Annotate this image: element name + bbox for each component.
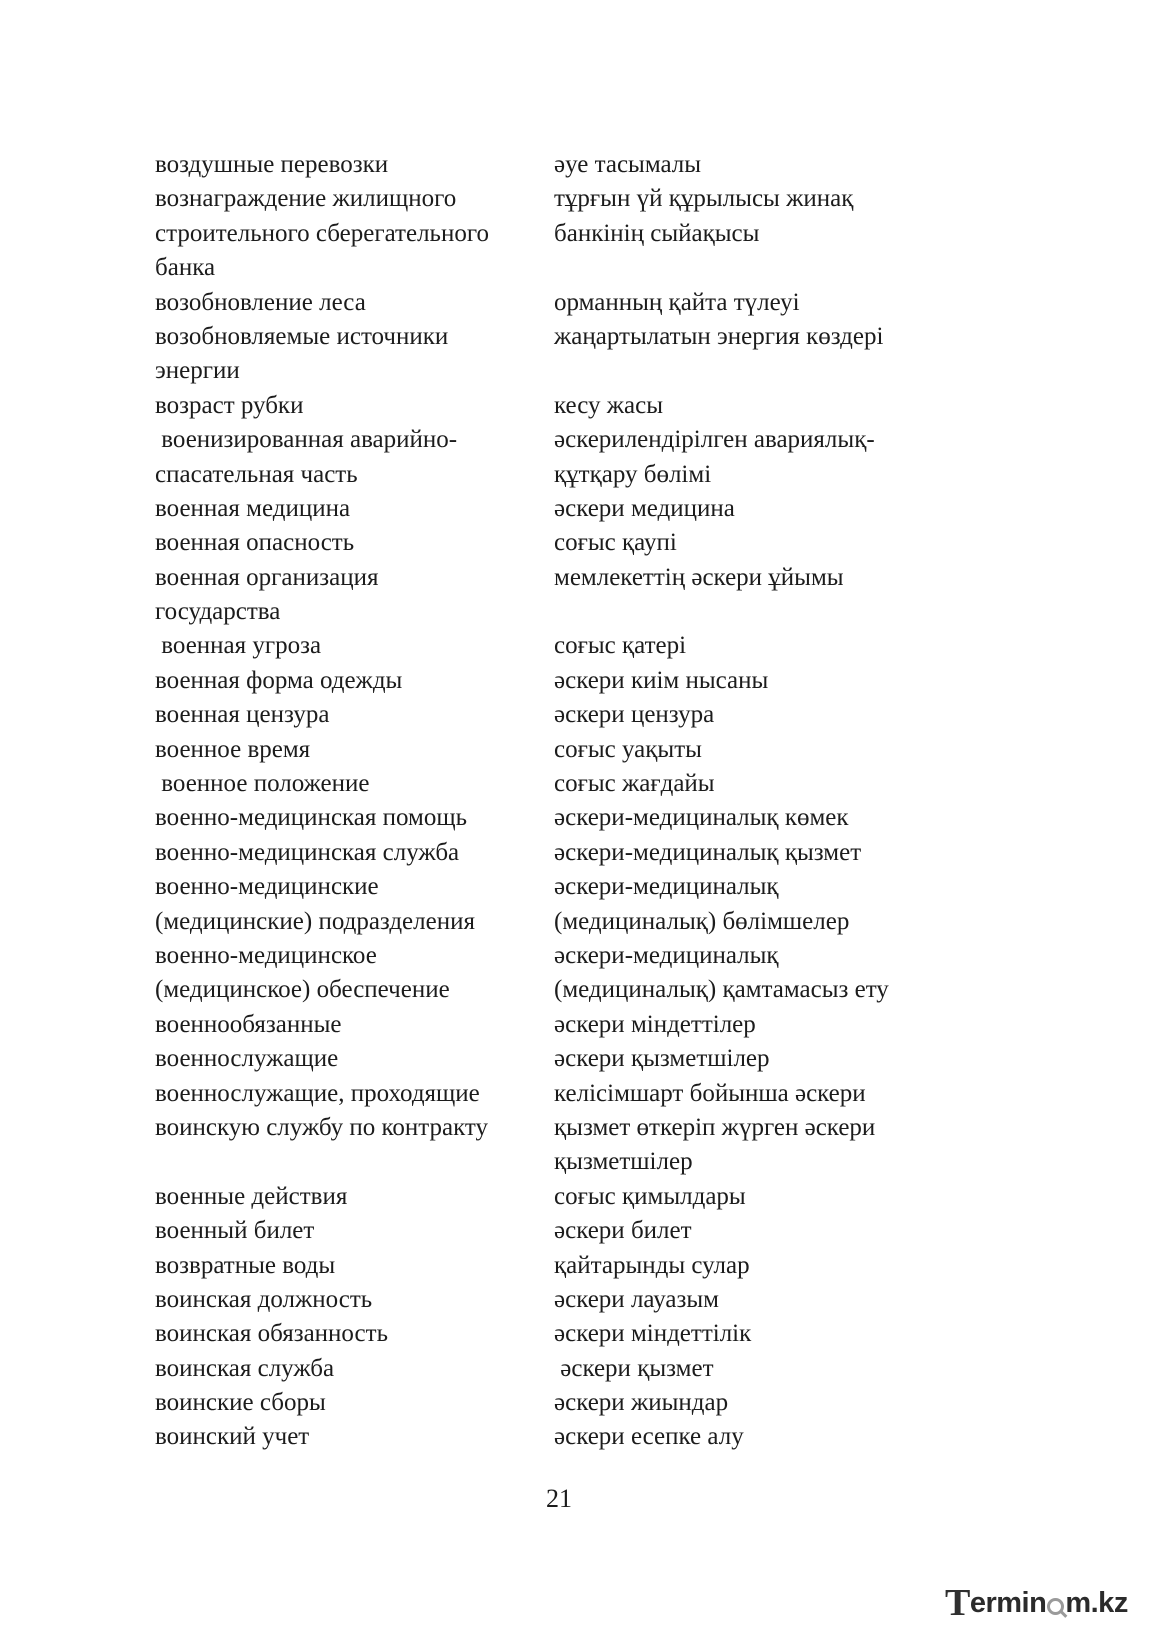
term-kazakh [554, 1249, 955, 1283]
glossary-entry [155, 1214, 955, 1248]
term-line: возобновление леса [155, 288, 366, 316]
glossary-entry [155, 1386, 955, 1420]
term-line: вознаграждение жилищного [155, 185, 457, 213]
term-russian [155, 286, 554, 320]
glossary-entry [155, 1420, 955, 1454]
translation-line: әскери міндеттілер [554, 1010, 756, 1038]
term-russian [155, 1008, 554, 1042]
glossary-entry [155, 870, 955, 939]
glossary-entry [155, 733, 955, 767]
term-kazakh [554, 1386, 955, 1420]
term-kazakh [554, 733, 955, 767]
term-russian [155, 801, 554, 835]
term-line: военно-медицинское [155, 941, 377, 969]
translation-line: әскери лауазым [554, 1285, 720, 1313]
term-line: военно-медицинская служба [155, 838, 460, 866]
term-russian [155, 492, 554, 526]
translation-line: соғыс жағдайы [554, 770, 715, 798]
term-kazakh [554, 1420, 955, 1454]
glossary-entry [155, 767, 955, 801]
translation-line: әскери-медициналық көмек [554, 804, 849, 832]
glossary-entry [155, 629, 955, 663]
term-line: воздушные перевозки [155, 151, 389, 178]
translation-line: әскери қызмет [554, 1354, 714, 1382]
page-number: 21 [546, 1484, 572, 1513]
glossary-entry [155, 1077, 955, 1180]
term-russian [155, 836, 554, 870]
translation-line: әскери жиындар [554, 1389, 729, 1417]
term-line: военная медицина [155, 494, 351, 522]
magnifier-icon [1047, 1598, 1064, 1615]
term-kazakh [554, 870, 955, 939]
term-russian [155, 698, 554, 732]
term-russian [155, 1420, 554, 1454]
translation-line: әскери цензура [554, 701, 715, 729]
glossary-entry [155, 320, 955, 389]
glossary-entry [155, 801, 955, 835]
glossary-entry [155, 526, 955, 560]
term-russian [155, 561, 554, 630]
term-kazakh [554, 1283, 955, 1317]
term-line: военнослужащие [155, 1045, 339, 1073]
glossary-entry [155, 182, 955, 285]
translation-line: әскери-медициналық [554, 873, 779, 901]
translation-line: әскери киім нысаны [554, 666, 769, 694]
term-line: военнообязанные [155, 1010, 342, 1038]
glossary-entry [155, 1042, 955, 1076]
term-line: возобновляемые источники [155, 322, 449, 350]
term-line: воинская должность [155, 1285, 373, 1313]
glossary-entry [155, 939, 955, 1008]
translation-line: келісімшарт бойынша әскери [554, 1079, 866, 1107]
term-line: военизированная аварийно- [155, 426, 458, 454]
translation-line [554, 354, 955, 388]
term-russian [155, 664, 554, 698]
term-line: возраст рубки [155, 391, 304, 419]
term-line [155, 1145, 554, 1179]
term-kazakh [554, 1180, 955, 1214]
term-kazakh [554, 836, 955, 870]
glossary-entry [155, 389, 955, 423]
term-line: военный билет [155, 1217, 315, 1245]
term-line: спасательная часть [155, 460, 358, 488]
glossary-entry [155, 836, 955, 870]
term-russian [155, 1283, 554, 1317]
term-russian [155, 1386, 554, 1420]
term-kazakh [554, 182, 955, 285]
term-russian [155, 1352, 554, 1386]
glossary-entry [155, 148, 955, 182]
translation-line: соғыс қаупі [554, 529, 677, 557]
term-russian [155, 526, 554, 560]
translation-line: әскери-медициналық қызмет [554, 838, 862, 866]
term-russian [155, 423, 554, 492]
term-russian [155, 1180, 554, 1214]
term-line: военная организация [155, 563, 379, 591]
translation-line: мемлекеттің әскери ұйымы [554, 563, 844, 591]
term-line: военное положение [155, 770, 370, 798]
term-russian [155, 767, 554, 801]
translation-line [554, 251, 955, 285]
term-line: военная угроза [155, 632, 322, 660]
term-kazakh [554, 801, 955, 835]
glossary-entry [155, 698, 955, 732]
term-kazakh [554, 561, 955, 630]
term-line: (медицинские) подразделения [155, 907, 475, 935]
translation-line: соғыс қатері [554, 632, 687, 660]
term-line: военные действия [155, 1182, 348, 1210]
term-kazakh [554, 698, 955, 732]
term-line: государства [155, 598, 281, 626]
translation-line: қызметшілер [554, 1148, 693, 1176]
glossary-entry [155, 1249, 955, 1283]
term-kazakh [554, 1008, 955, 1042]
term-kazakh [554, 1352, 955, 1386]
translation-line: банкінің сыйақысы [554, 219, 760, 247]
translation-line: әскери міндеттілік [554, 1320, 752, 1348]
term-line: воинская обязанность [155, 1320, 388, 1348]
translation-line: (медициналық) қамтамасыз ету [554, 976, 889, 1004]
term-line: строительного сберегательного [155, 219, 489, 247]
term-kazakh [554, 492, 955, 526]
term-line: (медицинское) обеспечение [155, 976, 450, 1004]
translation-line: әскерилендірілген авариялық- [554, 426, 875, 454]
term-kazakh [554, 286, 955, 320]
term-russian [155, 389, 554, 423]
term-line: военная опасность [155, 529, 355, 557]
watermark-first-letter: T [945, 1582, 970, 1624]
term-line: возвратные воды [155, 1251, 336, 1279]
translation-line: (медициналық) бөлімшелер [554, 907, 850, 935]
glossary-entry [155, 492, 955, 526]
watermark-text-domain: m.kz [1065, 1586, 1128, 1619]
term-line: военное время [155, 735, 311, 763]
term-russian [155, 148, 554, 182]
term-line: военнослужащие, проходящие [155, 1079, 480, 1107]
translation-line: орманның қайта түлеуі [554, 288, 800, 316]
term-kazakh [554, 767, 955, 801]
term-russian [155, 733, 554, 767]
term-kazakh [554, 1077, 955, 1180]
term-kazakh [554, 1214, 955, 1248]
term-kazakh [554, 629, 955, 663]
glossary-entry [155, 664, 955, 698]
term-line: военно-медицинские [155, 873, 379, 901]
term-kazakh [554, 1317, 955, 1351]
term-russian [155, 629, 554, 663]
glossary-entry [155, 423, 955, 492]
term-line: воинские сборы [155, 1389, 326, 1417]
term-kazakh [554, 320, 955, 389]
term-line: банка [155, 254, 216, 282]
term-russian [155, 320, 554, 389]
translation-line: әскери билет [554, 1217, 692, 1245]
translation-line: қайтарынды сулар [554, 1251, 750, 1279]
term-kazakh [554, 939, 955, 1008]
term-russian [155, 1077, 554, 1180]
term-line: военная цензура [155, 701, 330, 729]
term-russian [155, 870, 554, 939]
term-line: военная форма одежды [155, 666, 403, 694]
term-line: воинскую службу по контракту [155, 1113, 489, 1141]
glossary-entry [155, 1352, 955, 1386]
translation-line: әуе тасымалы [554, 151, 702, 178]
term-russian [155, 939, 554, 1008]
glossary-entry [155, 286, 955, 320]
translation-line: соғыс қимылдары [554, 1182, 746, 1210]
term-russian [155, 1317, 554, 1351]
watermark-text-part: ermin [969, 1586, 1047, 1619]
translation-line: құтқару бөлімі [554, 460, 712, 488]
glossary-entry [155, 1180, 955, 1214]
translation-line: әскери медицина [554, 494, 735, 522]
term-kazakh [554, 664, 955, 698]
translation-line: әскери-медициналық [554, 941, 779, 969]
term-kazakh [554, 389, 955, 423]
translation-line: кесу жасы [554, 391, 664, 419]
term-line: энергии [155, 357, 240, 385]
term-russian [155, 1214, 554, 1248]
translation-line [554, 595, 955, 629]
term-line: воинская служба [155, 1354, 335, 1382]
term-kazakh [554, 526, 955, 560]
glossary-entry [155, 1008, 955, 1042]
term-russian [155, 1042, 554, 1076]
glossary-entry [155, 1283, 955, 1317]
glossary-entry [155, 561, 955, 630]
translation-line: тұрғын үй құрылысы жинақ [554, 185, 854, 213]
term-russian [155, 182, 554, 285]
term-line: воинский учет [155, 1423, 310, 1451]
translation-line: жаңартылатын энергия көздері [554, 322, 884, 350]
glossary-entry [155, 1317, 955, 1351]
translation-line: әскери қызметшілер [554, 1045, 770, 1073]
term-russian [155, 1249, 554, 1283]
translation-line: соғыс уақыты [554, 735, 702, 763]
term-kazakh [554, 1042, 955, 1076]
translation-line: қызмет өткеріп жүрген әскери [554, 1113, 876, 1141]
term-kazakh [554, 423, 955, 492]
term-line: военно-медицинская помощь [155, 804, 468, 832]
glossary-list [155, 148, 955, 1455]
translation-line: әскери есепке алу [554, 1423, 744, 1451]
term-kazakh [554, 148, 955, 182]
termincom-watermark-logo [945, 1580, 1150, 1626]
